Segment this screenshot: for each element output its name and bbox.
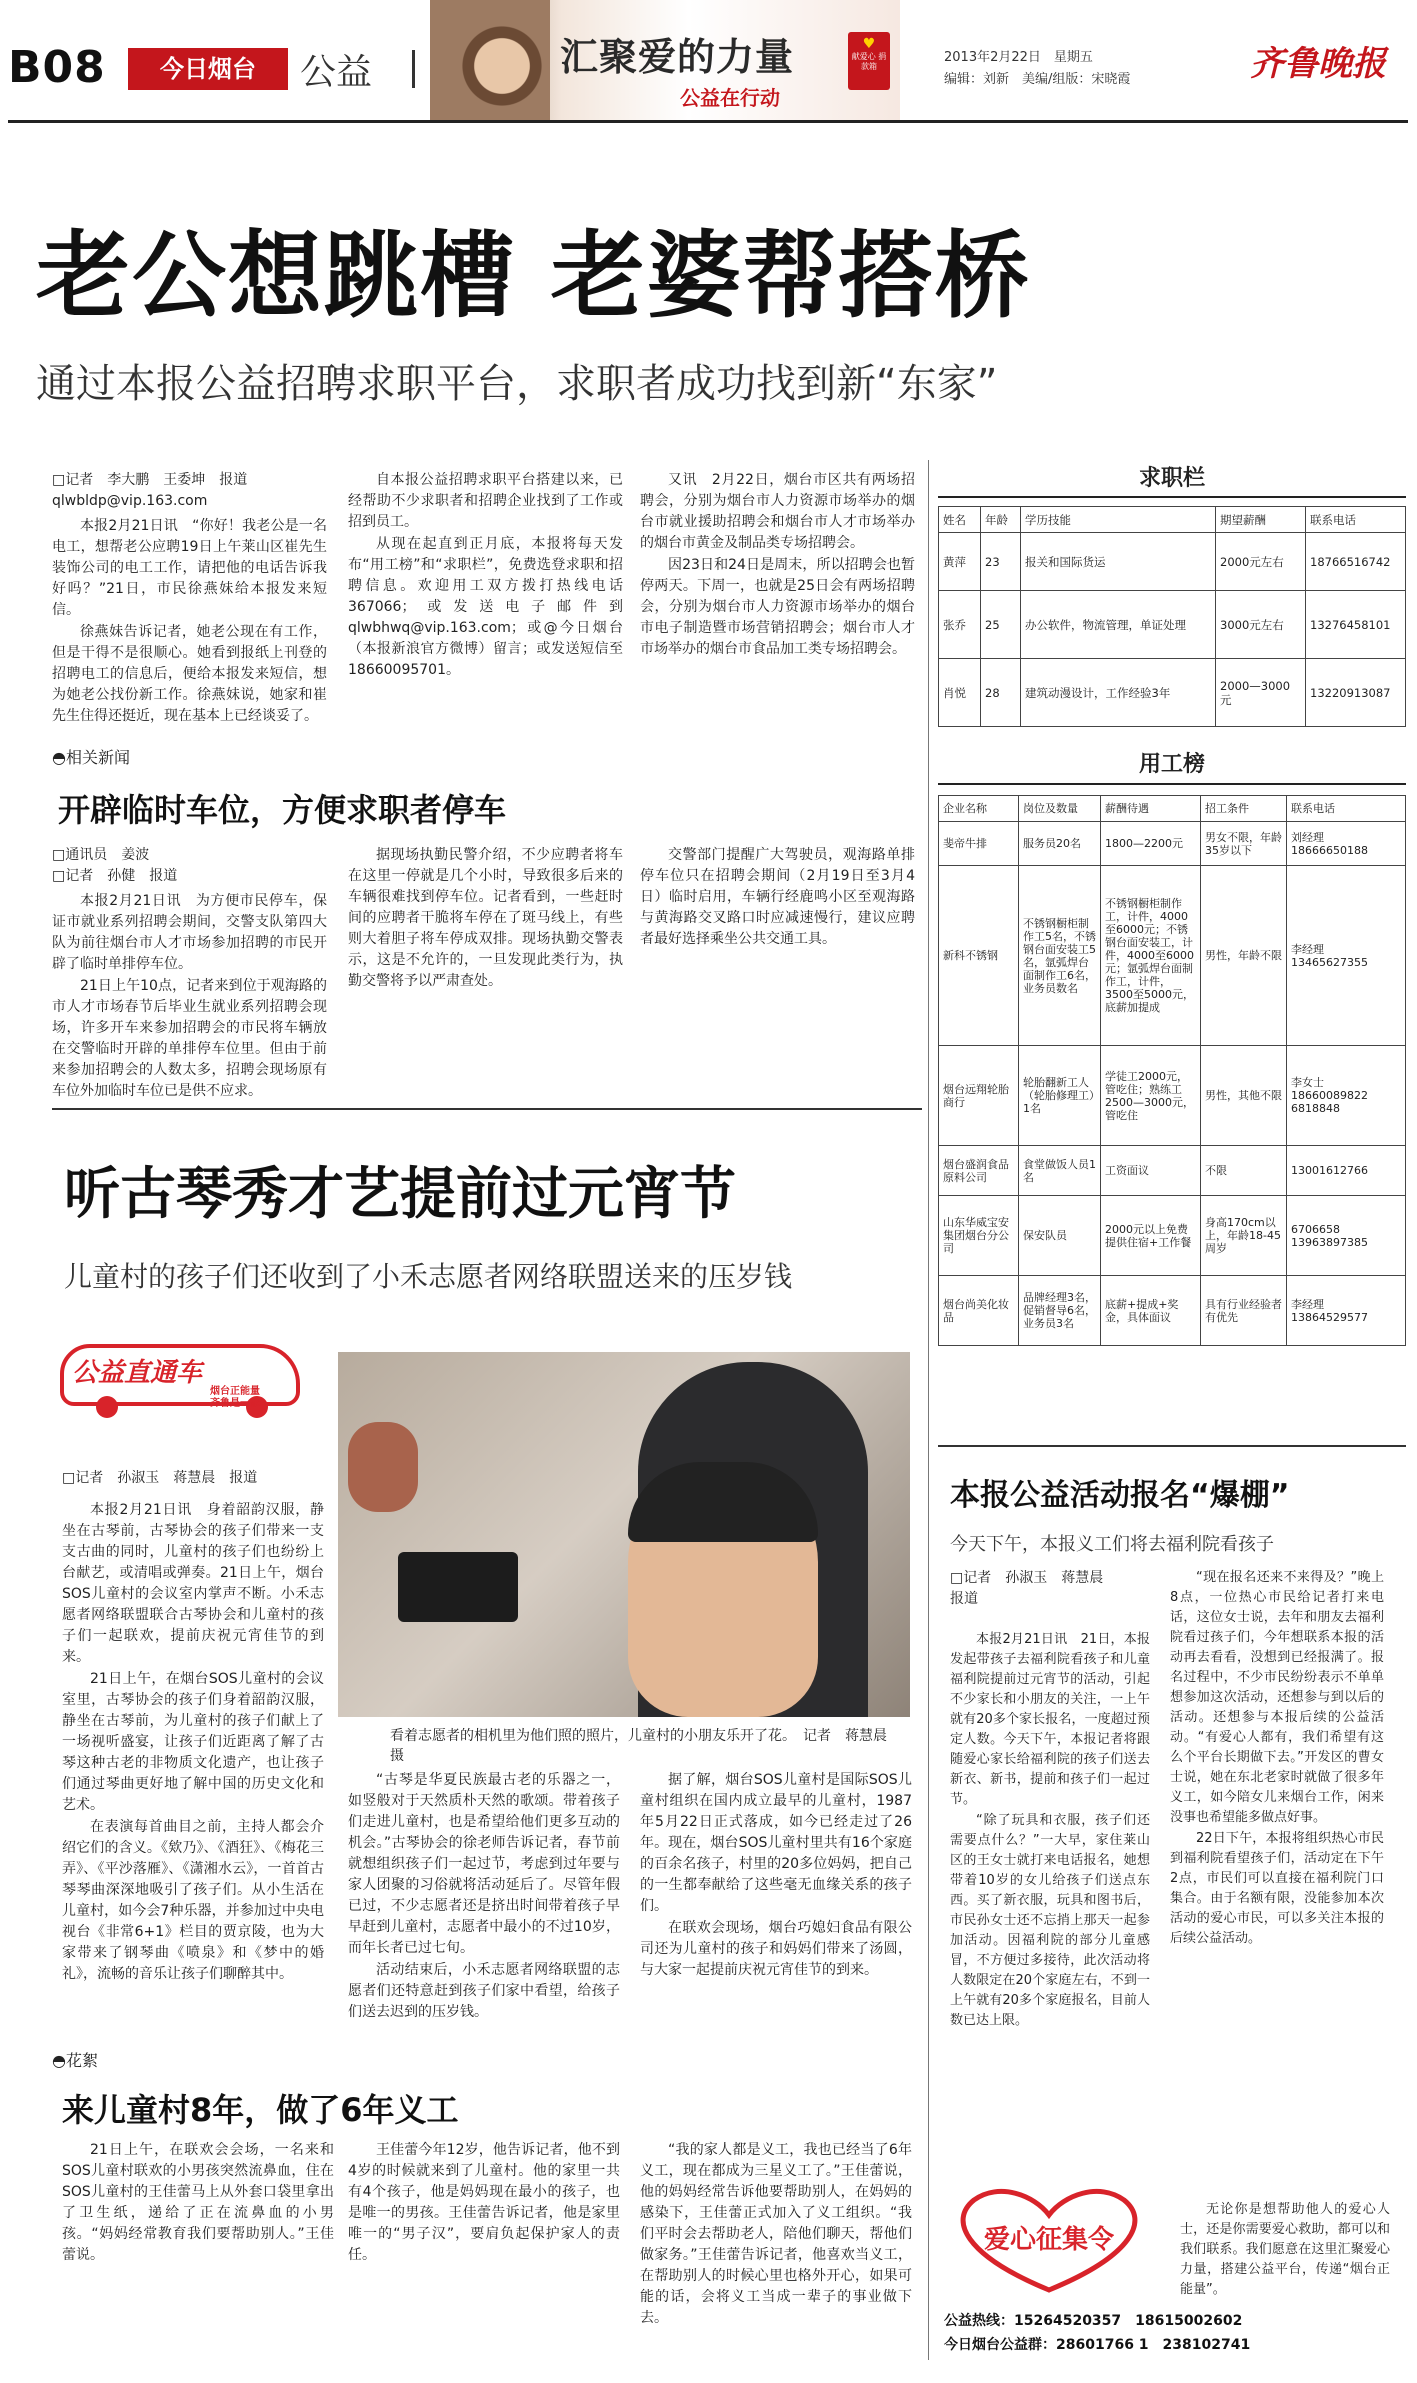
cell: 男性，年龄不限 [1201,866,1287,1046]
volunteer-p3: “我的家人都是义工，我也已经当了6年义工，现在都成为三星义工了。”王佳蕾说，他的妈妈经常告诉他要帮助别人，在妈妈的感染下，王佳蕾正式加入了义工组织。“我们平时会去帮助老人，陪他们聊天，帮他们做家务。”王佳蕾告诉记者，他喜欢当义工，在帮助别人的时候心里也格外开心，如果可能的话，会将义工当成一辈子的事业做下去。 [640,2142,912,2326]
love-box-text [1180,2200,1390,2301]
cell: 新科不锈钢 [939,866,1019,1046]
jobseeker-table [938,506,1406,727]
love-hotline: 公益热线：15264520357 18615002602 [944,2313,1243,2329]
love-weibo: 今日烟台公益群：28601766 1 238102741 [944,2337,1251,2353]
table-row [939,1046,1406,1146]
guqin-col3 [640,1770,912,2040]
cell: 底薪+提成+奖金，具体面议 [1101,1276,1201,1346]
guqin-photo [338,1352,910,1717]
volunteer-col2 [348,2140,620,2365]
col-header: 年龄 [981,507,1021,533]
cell: 李经理 13465627355 [1287,866,1406,1046]
table-row [939,1276,1406,1346]
cell: 不限 [1201,1146,1287,1196]
header-rule [8,120,1408,123]
volunteer-headline: 来儿童村8年，做了6年义工 [62,2091,459,2129]
related-col3 [640,845,915,951]
section-rule [52,1108,922,1110]
cell: 6706658 13963897385 [1287,1196,1406,1276]
newspaper-logo: 齐鲁晚报 [1250,44,1386,84]
cell: 肖悦 [939,659,981,727]
related-tag [52,745,130,768]
volunteer-col3 [640,2140,912,2365]
col-header: 联系电话 [1306,507,1406,533]
related-col1 [52,845,327,1099]
guqin-p4: “古琴是华夏民族最古老的乐器之一，如竖般对于天然质朴天然的歌颂。带着孩子们走进儿童村，也是希望给他们更多互动的机会。”古琴协会的徐老师告诉记者，春节前就想组织孩子们一起过节，考虑到过年要与家人团聚的习俗就将活动延后了。尽管年假已过，不少志愿者还是挤出时间带着孩子早早赶到儿童村，志愿者中最小的不过10岁，而年长者已过七旬。 [348,1772,620,1956]
lead-headline: 老公想跳槽 老婆帮搭桥 [36,222,1031,331]
related-headline: 开辟临时车位，方便求职者停车 [58,791,507,829]
lead-byline: □记者 李大鹏 王委坤 报道 [52,472,248,488]
cell: 办公软件，物流管理，单证处理 [1021,591,1216,659]
photo-girl-figure [348,1422,418,1512]
charity-logo-title: 公益直通车 [72,1358,203,1388]
signup-p2: “除了玩具和衣服，孩子们还需要点什么？”一大早，家住莱山区的王女士就打来电话报名，她想带着10岁的女儿给孩子们送点东西。买了新衣服，玩具和图书后，市民孙女士还不忘捎上那天一起参加活动。因福利院的部分儿童感冒，不方便过多接待，此次活动将人数限定在20个家庭左右，不到一上午就有20多个家庭报名，目前人数已达上限。 [950,1813,1150,2028]
guqin-p6: 据了解，烟台SOS儿童村是国际SOS儿童村组织在国内成立最早的儿童村，1987年5月22日正式落成，如今已经走过了26年。现在，烟台SOS儿童村里共有16个家庭的百余名孩子，村里的20多位妈妈，把自己的一生都奉献给了这些毫无血缘关系的孩子们。 [640,1772,912,1914]
cell: 不锈钢橱柜制作工5名，不锈钢台面安装工5名，氩弧焊台面制作工6名，业务员数名 [1019,866,1101,1046]
lead-subtitle: 通过本报公益招聘求职平台，求职者成功找到新“东家” [36,361,998,407]
signup-p3: “现在报名还来不来得及？”晚上8点，一位热心市民给记者打来电话，这位女士说，去年和朋友去福利院看过孩子们，今年想联系本报的活动再去看看，没想到已经报满了。报名过程中，不少市民纷纷表示不单单想参加这次活动，还想参与到以后的活动。还想参与本报后续的公益活动。“有爱心人都有，我们希望有这么个平台长期做下去。”开发区的曹女士说，她在东北老家时就做了很多年义工，如今陪女儿来烟台工作，闲来没事也希望能多做点好事。 [1170,1570,1384,1825]
volunteer-tag [52,2048,98,2071]
volunteer-p2: 王佳蕾今年12岁，他告诉记者，他不到4岁的时候就来到了儿童村。他的家里一共有4个孩子，他是妈妈现在最小的孩子，也是唯一的男孩。王佳蕾告诉记者，他是家里唯一的“男子汉”，要肩负起保护家人的责任。 [348,2142,620,2263]
lead-p5: 又讯 2月22日，烟台市区共有两场招聘会，分别为烟台市人力资源市场举办的烟台市就业援助招聘会和烟台市人才市场举办的烟台市黄金及制品类专场招聘会。 [640,472,915,551]
lead-p3: 自本报公益招聘求职平台搭建以来，已经帮助不少求职者和招聘企业找到了工作或招到员工。 [348,472,623,530]
camera-icon [398,1552,518,1622]
wheel-icon [96,1396,118,1418]
table-row [939,822,1406,866]
table-row [939,1196,1406,1276]
employer-table [938,795,1406,1346]
jobseeker-title: 求职栏 [938,460,1406,498]
related-byline1: □通讯员 姜波 [52,847,150,863]
col-header: 岗位及数量 [1019,796,1101,822]
cell: 斐帝牛排 [939,822,1019,866]
cell: 学徒工2000元，管吃住；熟练工2500—3000元，管吃住 [1101,1046,1201,1146]
table-row [939,659,1406,727]
donation-heart-icon: ♥ [862,36,876,52]
guqin-col1 [62,1500,324,2038]
cell: 李女士 18660089822 6818848 [1287,1046,1406,1146]
header-banner [430,0,900,120]
cell: 山东华威宝安集团烟台分公司 [939,1196,1019,1276]
cell: 报关和国际货运 [1021,533,1216,591]
col-header: 薪酬待遇 [1101,796,1201,822]
cell: 保安队员 [1019,1196,1101,1276]
cell: 品牌经理3名，促销督导6名，业务员3名 [1019,1276,1101,1346]
employer-box [938,745,1406,1405]
cell: 13276458101 [1306,591,1406,659]
volunteer-col1 [62,2140,334,2365]
cell: 黄萍 [939,533,981,591]
cell: 刘经理 18666650188 [1287,822,1406,866]
col-header: 期望薪酬 [1216,507,1306,533]
banner-subtitle: 公益在行动 [680,86,780,110]
guqin-subtitle: 儿童村的孩子们还收到了小禾志愿者网络联盟送来的压岁钱 [64,1260,793,1293]
right-column-divider [928,460,929,2360]
charity-logo-sub1: 烟台正能量 [210,1386,260,1397]
related-col2 [348,845,623,1056]
signup-col1 [950,1630,1150,2110]
lead-p2: 徐燕妹告诉记者，她老公现在有工作，但是干得不是很顺心。她看到报纸上刊登的招聘电工的信息后，便给本报发来短信，想为她老公找份新工作。徐燕妹说，她家和崔先生住得还挺近，现在基本上已经谈妥了。 [52,624,327,724]
guqin-p5: 活动结束后，小禾志愿者网络联盟的志愿者们还特意赶到孩子们家中看望，给孩子们送去迟到的压岁钱。 [348,1962,620,2020]
signup-col2 [1170,1568,1384,2110]
cell: 服务员20名 [1019,822,1101,866]
cell: 身高170cm以上，年龄18-45周岁 [1201,1196,1287,1276]
col-header: 姓名 [939,507,981,533]
guqin-p7: 在联欢会现场，烟台巧媳妇食品有限公司还为儿童村的孩子和妈妈们带来了汤圆，与大家一起提前庆祝元宵佳节的到来。 [640,1920,912,1978]
related-tag-label: 相关新闻 [65,748,130,767]
lead-col2 [348,470,623,682]
cell: 13220913087 [1306,659,1406,727]
cell: 具有行业经验者有优先 [1201,1276,1287,1346]
col-header: 联系电话 [1287,796,1406,822]
cell: 2000—3000元 [1216,659,1306,727]
table-row [939,591,1406,659]
table-row [939,533,1406,591]
col-header: 招工条件 [1201,796,1287,822]
related-p1: 本报2月21日讯 为方便市民停车，保证市就业系列招聘会期间，交警支队第四大队为前往烟台市人才市场参加招聘的市民开辟了临时单排停车位。 [52,893,327,972]
charity-logo [60,1340,320,1420]
editors: 编辑：刘新 美编/组版：宋晓霞 [944,72,1131,87]
jobseeker-box [938,460,1406,760]
cell: 轮胎翻新工人（轮胎修理工）1名 [1019,1046,1101,1146]
signup-p4: 22日下午，本报将组织热心市民到福利院看望孩子们，活动定在下午2点，市民们可以直接在福利院门口集合。由于名额有限，没能参加本次活动的爱心市民，可以多关注本报的后续公益活动。 [1170,1831,1384,1946]
lead-p6: 因23日和24日是周末，所以招聘会也暂停两天。下周一，也就是25日会有两场招聘会，分别为烟台市人力资源市场举办的烟台市电子制造暨市场营销招聘会；烟台市人才市场举办的烟台市食品加工类专场招聘会。 [640,557,915,657]
related-p2: 21日上午10点，记者来到位于观海路的市人才市场春节后毕业生就业系列招聘会现场，许多开车来参加招聘会的市民将车辆放在交警临时开辟的单排停车位里。但由于前来参加招聘会的人数太多，招聘会现场原有车位外加临时车位已是供不应求。 [52,978,327,1099]
cell: 烟台远翔轮胎商行 [939,1046,1019,1146]
cell: 男女不限，年龄35岁以下 [1201,822,1287,866]
lead-p1: 本报2月21日讯 “你好！我老公是一名电工，想帮老公应聘19日上午莱山区崔先生装饰公司的电工工作，请把他的电话告诉我好吗？”21日，市民徐燕妹给本报发来短信。 [52,518,327,618]
cell: 18766516742 [1306,533,1406,591]
cell: 张乔 [939,591,981,659]
related-p3: 据现场执勤民警介绍，不少应聘者将车在这里一停就是几个小时，导致很多后来的车辆很难找到停车位。记者看到，一些赶时间的应聘者干脆将车停在了斑马线上，有些则大着胆子将车停成双排。现场执勤交警表示，这是不允许的，一旦发现此类行为，执勤交警将予以严肃查处。 [348,847,623,989]
cell: 不锈钢橱柜制作工，计件，4000至6000元；不锈钢台面安装工，计件，4000至6000元；氩弧焊台面制作工，计件，3500至5000元，底薪加提成 [1101,866,1201,1046]
signup-byline: □记者 孙淑玉 蒋慧晨 报道 [950,1570,1118,1607]
right-rule [938,1445,1406,1447]
guqin-p3: 在表演每首曲目之前，主持人都会介绍它们的含义。《欸乃》、《酒狂》、《梅花三弄》、《平沙落雁》、《潇湘水云》，一首首古琴琴曲深深地吸引了孩子们。从小生活在儿童村，如今会7种乐器，并参加过中央电视台《非常6+1》栏目的贾京陵，也为大家带来了钢琴曲《喷泉》和《梦中的婚礼》，流畅的音乐让孩子们聊醉其中。 [62,1819,324,1982]
issue-date: 2013年2月22日 星期五 [944,50,1093,65]
signup-p1: 本报2月21日讯 21日，本报发起带孩子去福利院看孩子和儿童福利院提前过元宵节的活动，引起不少家长和小朋友的关注，一上午就有20多个家长报名，一度超过预定人数。今天下午，本报记者将跟随爱心家长给福利院的孩子们送去新衣、新书，提前和孩子们一起过节。 [950,1632,1150,1807]
cell: 工资面议 [1101,1146,1201,1196]
cell: 25 [981,591,1021,659]
cell: 28 [981,659,1021,727]
cell: 建筑动漫设计，工作经验3年 [1021,659,1216,727]
page-header [0,0,1417,120]
related-byline2: □记者 孙健 报道 [52,868,178,884]
charity-logo-sub2: 齐鲁是一家 [210,1398,260,1409]
tag-circle-icon: ◓ [52,748,66,767]
lead-col1 [52,470,327,724]
love-box-label: 爱心征集令 [983,2225,1114,2255]
cell: 烟台盛润食品原料公司 [939,1146,1019,1196]
cell: 23 [981,533,1021,591]
cell: 烟台尚美化妆品 [939,1276,1019,1346]
cell: 李经理 13864529577 [1287,1276,1406,1346]
section-name: 公益 [300,52,373,93]
signup-headline: 本报公益活动报名“爆棚” [950,1478,1290,1513]
cell: 13001612766 [1287,1146,1406,1196]
guqin-byline: □记者 孙淑玉 蒋慧晨 报道 [62,1470,258,1486]
guqin-headline: 听古琴秀才艺提前过元宵节 [64,1162,736,1227]
lead-p4: 从现在起直到正月底，本报将每天发布“用工榜”和“求职栏”，免费选登求职和招聘信息。欢迎用工双方拨打热线电话367066；或发送电子邮件到qlwbhwq@vip.163.com；或@今日烟台（本报新浪官方微博）留言；或发送短信至18660095701。 [348,536,623,678]
donation-box-label: 献爱心 捐款箱 [851,52,887,71]
employer-title: 用工榜 [938,745,1406,785]
love-heart-icon [944,2185,1154,2295]
table-row [939,1146,1406,1196]
cell: 2000元左右 [1216,533,1306,591]
lead-email: qlwbldp@vip.163.com [52,493,208,509]
signup-subtitle: 今天下午，本报义工们将去福利院看孩子 [950,1534,1274,1555]
volunteer-p1: 21日上午，在联欢会会场，一名来和SOS儿童村联欢的小男孩突然流鼻血，住在SOS儿童村的王佳蕾马上从外套口袋里拿出了卫生纸，递给了正在流鼻血的小男孩。“妈妈经常教育我们要帮助别人。”王佳蕾说。 [62,2142,334,2263]
cell: 3000元左右 [1216,591,1306,659]
cell: 男性，其他不限 [1201,1046,1287,1146]
section-badge: 今日烟台 [128,48,288,90]
col-header: 学历技能 [1021,507,1216,533]
child-photo [430,0,550,120]
related-p4: 交警部门提醒广大驾驶员，观海路单排停车位只在招聘会期间（2月19日至3月4日）临时启用，车辆行经鹿鸣小区至观海路与黄海路交叉路口时应减速慢行，建议应聘者最好选择乘坐公共交通工具。 [640,847,915,947]
cell: 1800—2200元 [1101,822,1201,866]
cell: 食堂做饭人员1名 [1019,1146,1101,1196]
tag-circle-icon: ◓ [52,2051,66,2070]
love-box-paragraph: 无论你是想帮助他人的爱心人士，还是你需要爱心救助，都可以和我们联系。我们愿意在这里汇聚爱心力量，搭建公益平台，传递“烟台正能量”。 [1180,2202,1390,2297]
col-header: 企业名称 [939,796,1019,822]
page-code: B08 [8,42,106,93]
donation-box [848,32,890,90]
guqin-col2 [348,1770,620,2040]
section-divider [412,50,415,88]
banner-title: 汇聚爱的力量 [560,35,795,79]
table-row [939,866,1406,1046]
cell: 2000元以上免费提供住宿+工作餐 [1101,1196,1201,1276]
lead-col3 [640,470,915,661]
guqin-p1: 本报2月21日讯 身着韶韵汉服，静坐在古琴前，古琴协会的孩子们带来一支支古曲的同时，儿童村的孩子们也纷纷上台献艺，或清唱或弹奏。21日上午，烟台SOS儿童村的会议室内掌声不断。小禾志愿者网络联盟联合古琴协会和儿童村的孩子们一起联欢，提前庆祝元宵佳节的到来。 [62,1502,324,1665]
volunteer-tag-label: 花絮 [65,2051,98,2070]
guqin-p2: 21日上午，在烟台SOS儿童村的会议室里，古琴协会的孩子们身着韶韵汉服，静坐在古琴前，为儿童村的孩子们献上了一场视听盛宴，让孩子们近距离了解了古琴这种古老的非物质文化遗产，也让孩子们通过琴曲更好地了解中国的历史文化和艺术。 [62,1671,324,1813]
guqin-caption: 看着志愿者的相机里为他们照的照片，儿童村的小朋友乐开了花。 记者 蒋慧晨 摄 [390,1728,901,1764]
